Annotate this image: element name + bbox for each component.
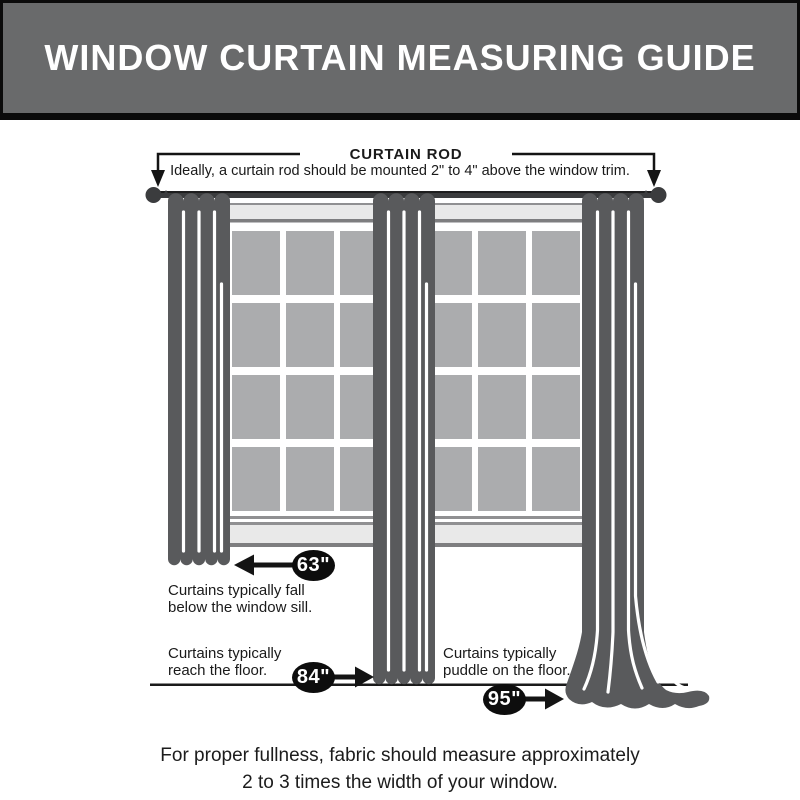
window-pane <box>232 303 280 367</box>
window-pane <box>478 447 526 511</box>
window-left-header-band <box>228 205 392 219</box>
curtain-95-panel <box>565 193 709 708</box>
measurement-caption-84 <box>168 646 281 679</box>
window-pane <box>286 303 334 367</box>
window-left-sill-band <box>228 525 392 543</box>
window-right-sill-line <box>420 516 584 519</box>
curtain-84 <box>373 193 435 684</box>
window-left-header-line <box>228 219 392 223</box>
curtain-rod-note: Ideally, a curtain rod should be mounted 2" to 4" above the window trim. <box>170 163 630 179</box>
window-pane <box>232 447 280 511</box>
curtain-rod-label: CURTAIN ROD <box>300 146 512 163</box>
window-pane <box>532 447 580 511</box>
curtain-rod-bar-edge <box>156 191 656 193</box>
right-arrow-icon <box>545 689 564 710</box>
arrow-shaft-84 <box>333 675 356 680</box>
window-right <box>420 203 584 547</box>
window-left-sill-line <box>228 522 392 525</box>
window-left-sill-bottom <box>228 543 392 547</box>
window-left-trim-line <box>228 203 392 205</box>
caption-line: below the window sill. <box>168 598 313 616</box>
caption-line: Curtains typically fall <box>168 582 305 599</box>
window-pane <box>478 303 526 367</box>
window-right-sill-bottom <box>420 543 584 547</box>
rod-finial-left <box>146 187 162 203</box>
window-left-sill-line <box>228 516 392 519</box>
caption-line: Curtains typically <box>168 645 282 662</box>
caption-line: reach the floor. <box>168 661 268 679</box>
window-pane <box>532 375 580 439</box>
fullness-note-line: 2 to 3 times the width of your window. <box>242 772 558 793</box>
window-left-panes <box>232 231 388 511</box>
rod-finial-right <box>651 187 667 203</box>
curtain-95 <box>565 193 709 708</box>
measurement-caption-95 <box>443 646 571 679</box>
arrow-shaft-63 <box>254 563 294 568</box>
curtain-63 <box>168 193 230 565</box>
window-right-header-band <box>420 205 584 219</box>
measurement-badge-95: 95" <box>483 684 526 715</box>
window-right-sill-band <box>420 525 584 543</box>
arrow-shaft-95 <box>523 697 546 702</box>
window-pane <box>286 375 334 439</box>
window-pane <box>232 231 280 295</box>
window-pane <box>478 375 526 439</box>
window-right-trim-line <box>420 203 584 205</box>
measurement-badge-63: 63" <box>292 550 335 581</box>
left-arrow-icon <box>234 555 254 576</box>
window-pane <box>478 231 526 295</box>
window-left <box>228 203 392 547</box>
window-pane <box>532 303 580 367</box>
window-right-panes <box>424 231 580 511</box>
window-right-header-line <box>420 219 584 223</box>
window-pane <box>286 447 334 511</box>
measurement-caption-63 <box>168 583 312 616</box>
fullness-note <box>0 742 800 796</box>
window-pane <box>232 375 280 439</box>
page-title: WINDOW CURTAIN MEASURING GUIDE <box>44 37 756 78</box>
caption-line: puddle on the floor. <box>443 661 571 679</box>
window-pane <box>286 231 334 295</box>
window-pane <box>532 231 580 295</box>
fullness-note-line: For proper fullness, fabric should measure approximately <box>160 745 640 766</box>
window-right-sill-line <box>420 522 584 525</box>
measurement-badge-84: 84" <box>292 662 335 693</box>
caption-line: Curtains typically <box>443 645 557 662</box>
